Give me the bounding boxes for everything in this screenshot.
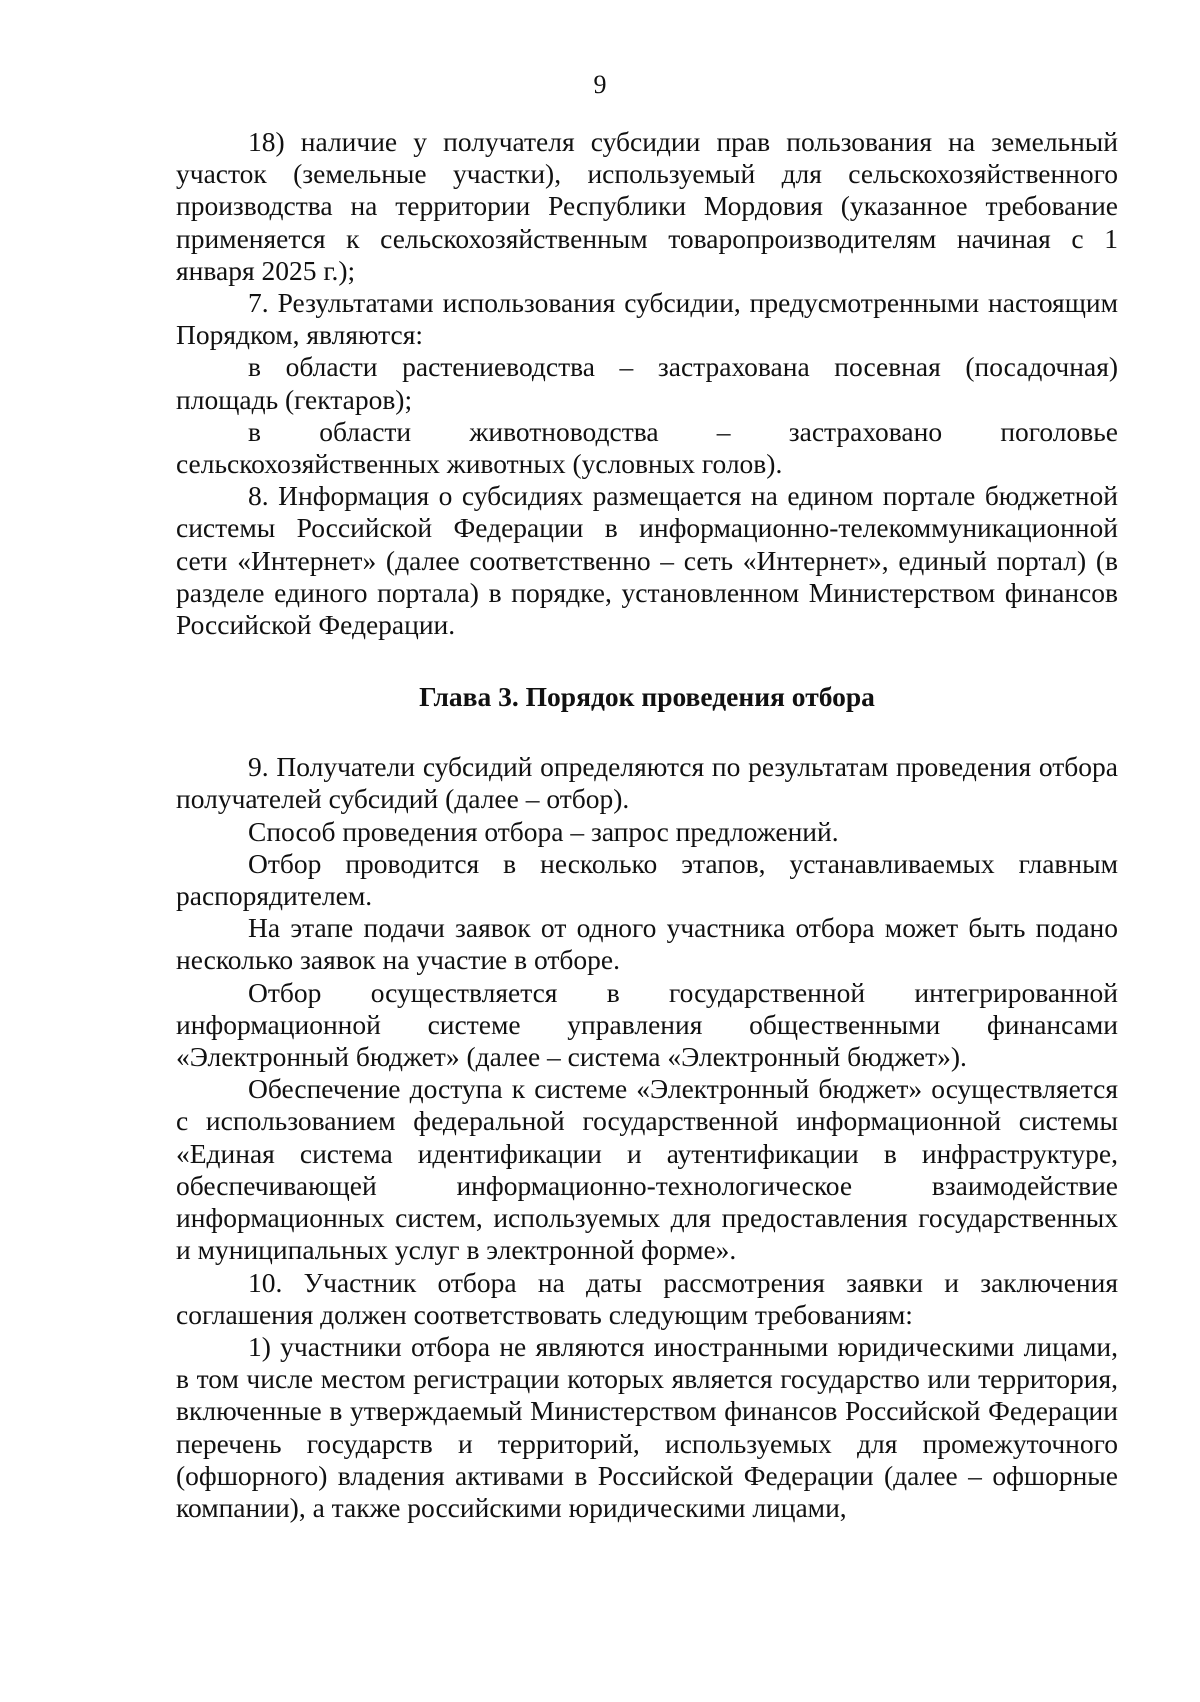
paragraph-selection-method: Способ проведения отбора – запрос предложений. bbox=[248, 815, 839, 847]
paragraph-7-results: 7. Результатами использования субсидии, предусмотренными настоящим Порядком, являются: bbox=[176, 287, 1118, 351]
paragraph-multiple-applications: На этапе подачи заявок от одного участника отбора может быть подано несколько заявок на участие в отборе. bbox=[176, 912, 1118, 976]
paragraph-selection-stages: Отбор проводится в несколько этапов, устанавливаемых главным распорядителем. bbox=[176, 847, 1118, 912]
paragraph-8-information: 8. Информация о субсидиях размещается на едином портале бюджетной системы Российской Федерации в информационно-телекоммуникационной сети «Интернет» (далее соответственно – сеть «Интернет», единый портал) (в разделе единого портала) в порядке, установленном Министерством финансов Российской Федерации. bbox=[176, 480, 1118, 641]
paragraph-livestock: в области животноводства – застраховано поголовье сельскохозяйственных животных (условных голов). bbox=[176, 415, 1118, 480]
paragraph-10-requirements: 10. Участник отбора на даты рассмотрения заявки и заключения соглашения должен соответствовать следующим требованиям: bbox=[176, 1266, 1118, 1330]
paragraph-access-provision: Обеспечение доступа к системе «Электронный бюджет» осуществляется с использованием федеральной государственной информационной системы «Единая система идентификации и аутентификации в инфраструктуре, обеспечивающей информационно-технологическое взаимодействие информационных систем, используемых для предоставления государственных и муниципальных услуг в электронной форме». bbox=[176, 1073, 1118, 1266]
paragraph-18-land-rights: 18) наличие у получателя субсидии прав пользования на земельный участок (земельные участки), используемый для сельскохозяйственного производства на территории Республики Мордовия (указанное требование применяется к сельскохозяйственным товаропроизводителям начиная с 1 января 2025 г.); bbox=[176, 126, 1118, 286]
paragraph-electronic-budget: Отбор осуществляется в государственной интегрированной информационной системе управления общественными финансами «Электронный бюджет» (далее – система «Электронный бюджет»). bbox=[176, 976, 1118, 1073]
document-body bbox=[176, 126, 1118, 1524]
paragraph-crop-production: в области растениеводства – застрахована посевная (посадочная) площадь (гектаров); bbox=[176, 351, 1118, 415]
page-number: 9 bbox=[593, 70, 607, 99]
paragraph-9-recipients: 9. Получатели субсидий определяются по результатам проведения отбора получателей субсидий (далее – отбор). bbox=[176, 751, 1118, 815]
paragraph-1-foreign-entities: 1) участники отбора не являются иностранными юридическими лицами, в том числе местом регистрации которых является государство или территория, включенные в утверждаемый Министерством финансов Российской Федерации перечень государств и территорий, используемых для промежуточного (офшорного) владения активами в Российской Федерации (далее – офшорные компании), а также российскими юридическими лицами, bbox=[176, 1330, 1118, 1523]
chapter-heading: Глава 3. Порядок проведения отбора bbox=[419, 681, 875, 713]
